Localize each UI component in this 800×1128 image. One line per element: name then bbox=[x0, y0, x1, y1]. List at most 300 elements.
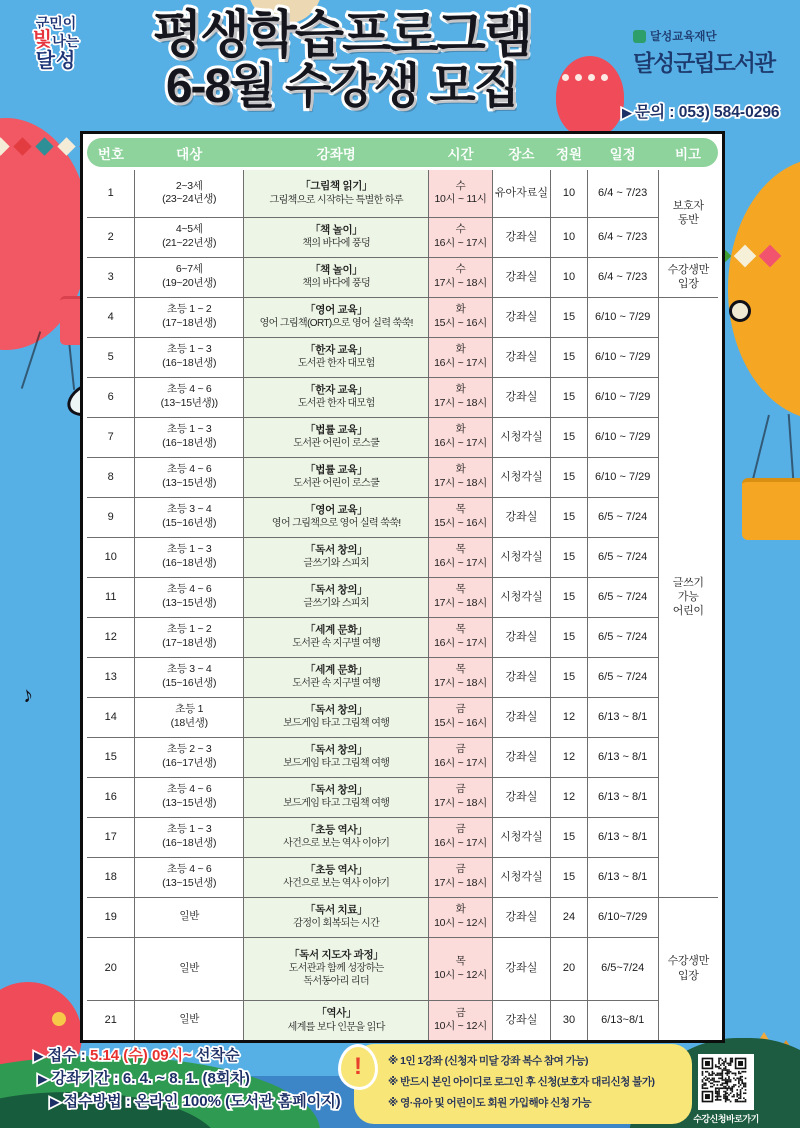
cell-schedule: 6/13 ~ 8/1 bbox=[587, 697, 658, 737]
cell-text: (15~16년생) bbox=[162, 517, 217, 529]
cell-text: 입장 bbox=[677, 278, 699, 290]
cell-schedule: 6/13~8/1 bbox=[587, 1000, 658, 1040]
cell-course bbox=[243, 537, 429, 577]
cell-text: 목 bbox=[455, 663, 466, 676]
cell-text: 보드게임 타고 그림책 여행 bbox=[283, 798, 390, 810]
cell-capacity: 15 bbox=[551, 817, 588, 857]
cell-schedule: 6/10 ~ 7/29 bbox=[587, 457, 658, 497]
cell-time bbox=[429, 257, 492, 297]
cell-time bbox=[429, 1000, 492, 1040]
table-row bbox=[87, 337, 718, 377]
cell-schedule: 6/4 ~ 7/23 bbox=[587, 217, 658, 257]
arrow-icon: ▶ bbox=[38, 1072, 48, 1086]
cell-capacity: 20 bbox=[551, 937, 588, 1000]
library-logo-top bbox=[633, 28, 793, 44]
table-row bbox=[87, 377, 718, 417]
cell-text: 초등 4 ~ 6 bbox=[166, 863, 212, 876]
column-header: 대상 bbox=[176, 146, 203, 162]
library-logo-icon bbox=[633, 30, 646, 43]
cell-capacity: 15 bbox=[551, 417, 588, 457]
cell-place: 시청각실 bbox=[492, 577, 551, 617]
registration-line bbox=[34, 1048, 341, 1063]
cell-text: 도서관 속 지구별 여행 bbox=[292, 638, 381, 650]
cell-text: 15시 ~ 16시 bbox=[434, 517, 487, 529]
cell-text: 초등 1 ~ 3 bbox=[166, 343, 212, 356]
cell-course bbox=[243, 857, 429, 897]
table-row bbox=[87, 577, 718, 617]
cell-text: (16~17년생) bbox=[162, 757, 217, 769]
column-header: 강좌명 bbox=[316, 146, 356, 162]
table-row bbox=[87, 217, 718, 257]
cell-text: 초등 4 ~ 6 bbox=[166, 583, 212, 596]
cell-text: 입장 bbox=[677, 969, 699, 982]
cell-target bbox=[135, 857, 244, 897]
cell-text: 17시 ~ 18시 bbox=[434, 477, 487, 489]
cell-target bbox=[135, 817, 244, 857]
cell-text: 초등 1 ~ 2 bbox=[166, 303, 212, 316]
cell-target bbox=[135, 697, 244, 737]
cell-number: 10 bbox=[87, 537, 135, 577]
contact-line bbox=[622, 100, 780, 122]
cell-text: 초등 3 ~ 4 bbox=[166, 503, 212, 516]
table-row bbox=[87, 297, 718, 337]
cell-target bbox=[135, 377, 244, 417]
cell-text: 초등 1 ~ 3 bbox=[166, 423, 212, 436]
registration-rest: 선착순 bbox=[191, 1047, 240, 1064]
cell-number: 16 bbox=[87, 777, 135, 817]
table-row bbox=[87, 857, 718, 897]
cell-note bbox=[658, 297, 718, 897]
cell-schedule: 6/4 ~ 7/23 bbox=[587, 257, 658, 297]
cell-text: 17시 ~ 18시 bbox=[434, 877, 487, 889]
warning-icon: ! bbox=[338, 1044, 378, 1090]
cell-number: 19 bbox=[87, 897, 135, 937]
cell-text: 16시 ~ 17시 bbox=[434, 437, 487, 449]
library-foundation-name: 달성교육재단 bbox=[650, 31, 717, 43]
library-name: 달성군립도서관 bbox=[633, 51, 775, 76]
cell-text: 「영어 교육」 bbox=[305, 503, 368, 516]
cell-target bbox=[135, 617, 244, 657]
cell-place: 시청각실 bbox=[492, 857, 551, 897]
cell-time bbox=[429, 297, 492, 337]
table-row bbox=[87, 697, 718, 737]
cell-number: 12 bbox=[87, 617, 135, 657]
cell-text: 「그림책 읽기」 bbox=[300, 179, 373, 192]
cell-number: 9 bbox=[87, 497, 135, 537]
cell-capacity: 24 bbox=[551, 897, 588, 937]
arrow-icon: ▶ bbox=[50, 1095, 60, 1109]
cell-number: 20 bbox=[87, 937, 135, 1000]
cell-text: 초등 1 ~ 2 bbox=[166, 623, 212, 636]
cell-text: 「세계 문화」 bbox=[305, 663, 368, 676]
cell-text: 「한자 교육」 bbox=[305, 343, 368, 356]
cell-text: (13~15년생)) bbox=[160, 397, 218, 409]
cell-text: 글쓰기 bbox=[672, 576, 704, 589]
cell-capacity: 15 bbox=[551, 457, 588, 497]
cell-time bbox=[429, 417, 492, 457]
cell-text: 17시 ~ 18시 bbox=[434, 277, 487, 289]
cell-capacity: 10 bbox=[551, 257, 588, 297]
cell-text: 목 bbox=[455, 543, 466, 556]
cell-course bbox=[243, 457, 429, 497]
cell-place: 강좌실 bbox=[492, 937, 551, 1000]
qr-code-icon bbox=[700, 1056, 748, 1104]
cell-course bbox=[243, 417, 429, 457]
county-logo-highlight: 빛 bbox=[32, 29, 53, 52]
cell-time bbox=[429, 697, 492, 737]
cell-text: 「책 놀이」 bbox=[309, 263, 363, 276]
cell-text: 책의 바다에 풍덩 bbox=[302, 278, 371, 290]
cell-target bbox=[135, 257, 244, 297]
cell-place: 강좌실 bbox=[492, 897, 551, 937]
cell-time bbox=[429, 170, 492, 217]
cell-course bbox=[243, 617, 429, 657]
cell-text: 감정이 회복되는 시간 bbox=[293, 918, 380, 930]
cell-text: 17시 ~ 18시 bbox=[434, 397, 487, 409]
cell-text: 「책 놀이」 bbox=[309, 223, 363, 236]
poster-title-line2: 6-8월 수강생 모집 bbox=[165, 60, 519, 114]
cell-text: 금 bbox=[455, 703, 466, 716]
county-logo bbox=[16, 16, 96, 71]
library-logo bbox=[633, 28, 793, 78]
qr-caption: 수강신청바로가기 bbox=[693, 1114, 759, 1124]
cell-text: 16시 ~ 17시 bbox=[434, 637, 487, 649]
column-header: 시간 bbox=[447, 146, 474, 162]
notice-bubble bbox=[354, 1044, 692, 1124]
cell-number: 13 bbox=[87, 657, 135, 697]
cell-target bbox=[135, 737, 244, 777]
program-table-panel bbox=[80, 131, 725, 1043]
cell-capacity: 12 bbox=[551, 777, 588, 817]
cell-text: 가능 bbox=[677, 590, 699, 603]
cell-time bbox=[429, 377, 492, 417]
cell-text: 사건으로 보는 역사 이야기 bbox=[283, 838, 390, 850]
cell-course bbox=[243, 577, 429, 617]
cell-place: 강좌실 bbox=[492, 737, 551, 777]
cell-text: 초등 4 ~ 6 bbox=[166, 463, 212, 476]
cell-text: 16시 ~ 17시 bbox=[434, 357, 487, 369]
cell-target bbox=[135, 170, 244, 217]
cell-text: 글쓰기와 스피치 bbox=[303, 558, 370, 570]
cell-time bbox=[429, 577, 492, 617]
cell-text: 영어 그림책(ORT)으로 영어 실력 쑥쑥! bbox=[259, 318, 413, 330]
cell-text: (21~22년생) bbox=[162, 237, 217, 249]
cell-time bbox=[429, 937, 492, 1000]
cell-text: 수 bbox=[455, 223, 466, 236]
table-row bbox=[87, 257, 718, 297]
cell-text: 영어 그림책으로 영어 실력 쑥쑥! bbox=[271, 518, 401, 530]
cell-text: 보드게임 타고 그림책 여행 bbox=[283, 758, 390, 770]
cell-place: 시청각실 bbox=[492, 417, 551, 457]
notice-line: ※ 1인 1강좌 (신청자 미달 강좌 복수 참여 가능) bbox=[388, 1055, 589, 1067]
cell-text: 15시 ~ 16시 bbox=[434, 317, 487, 329]
cell-text: 목 bbox=[455, 623, 466, 636]
cell-text: 화 bbox=[455, 303, 466, 316]
method-line bbox=[50, 1094, 341, 1109]
cell-text: 초등 4 ~ 6 bbox=[166, 783, 212, 796]
cell-text: 도서관 속 지구별 여행 bbox=[292, 678, 381, 690]
cell-text: 금 bbox=[455, 783, 466, 796]
cell-course bbox=[243, 377, 429, 417]
county-logo-line2 bbox=[16, 30, 96, 50]
balloon-string-icon bbox=[788, 414, 794, 480]
cell-text: 금 bbox=[455, 863, 466, 876]
cell-text: 그림책으로 시작하는 특별한 하루 bbox=[269, 194, 403, 206]
period-line bbox=[38, 1071, 341, 1086]
cell-time bbox=[429, 657, 492, 697]
cell-text: 화 bbox=[455, 903, 466, 916]
cell-text: 목 bbox=[455, 583, 466, 596]
cell-course bbox=[243, 937, 429, 1000]
cell-target bbox=[135, 577, 244, 617]
cell-text: 어린이 bbox=[672, 605, 704, 618]
cell-place: 시청각실 bbox=[492, 457, 551, 497]
cell-text: 초등 1 bbox=[175, 703, 204, 716]
cell-place: 강좌실 bbox=[492, 777, 551, 817]
registration-label: 접수 : bbox=[47, 1047, 90, 1064]
cell-schedule: 6/13 ~ 8/1 bbox=[587, 737, 658, 777]
cell-text: 화 bbox=[455, 383, 466, 396]
cell-text: 「독서 지도자 과정」 bbox=[288, 948, 384, 961]
cell-text: 「한자 교육」 bbox=[305, 383, 368, 396]
cell-course bbox=[243, 217, 429, 257]
cell-schedule: 6/10~7/29 bbox=[587, 897, 658, 937]
cell-capacity: 10 bbox=[551, 170, 588, 217]
cell-text: 금 bbox=[455, 823, 466, 836]
program-table-header bbox=[87, 138, 718, 167]
table-row bbox=[87, 1000, 718, 1040]
county-logo-line3: 달성 bbox=[35, 49, 77, 72]
cell-time bbox=[429, 337, 492, 377]
cell-time bbox=[429, 537, 492, 577]
cell-place: 강좌실 bbox=[492, 657, 551, 697]
cell-text: 「초등 역사」 bbox=[305, 863, 368, 876]
cell-text: (16~18년생) bbox=[162, 837, 217, 849]
cell-time bbox=[429, 817, 492, 857]
cell-place: 강좌실 bbox=[492, 497, 551, 537]
cell-text: (13~15년생) bbox=[162, 797, 217, 809]
cell-number: 14 bbox=[87, 697, 135, 737]
cell-text: 화 bbox=[455, 423, 466, 436]
column-header: 비고 bbox=[674, 146, 702, 162]
cell-text: 도서관과 함께 성장하는 bbox=[288, 963, 384, 975]
cell-target bbox=[135, 417, 244, 457]
cell-text: 화 bbox=[455, 343, 466, 356]
cell-text: 16시 ~ 17시 bbox=[434, 837, 487, 849]
table-row bbox=[87, 417, 718, 457]
cell-text: 초등 3 ~ 4 bbox=[166, 663, 212, 676]
cell-place: 강좌실 bbox=[492, 1000, 551, 1040]
cell-text: 16시 ~ 17시 bbox=[434, 557, 487, 569]
cell-schedule: 6/5~7/24 bbox=[587, 937, 658, 1000]
cell-text: 금 bbox=[455, 1006, 466, 1019]
cell-text: (17~18년생) bbox=[162, 317, 217, 329]
cell-target bbox=[135, 657, 244, 697]
cell-text: 수 bbox=[455, 179, 466, 192]
cell-schedule: 6/13 ~ 8/1 bbox=[587, 777, 658, 817]
cell-capacity: 12 bbox=[551, 737, 588, 777]
cell-course bbox=[243, 1000, 429, 1040]
cell-text: 금 bbox=[455, 743, 466, 756]
cell-text: 화 bbox=[455, 463, 466, 476]
cell-text: 책의 바다에 풍덩 bbox=[302, 238, 371, 250]
cell-target bbox=[135, 297, 244, 337]
cell-number: 1 bbox=[87, 170, 135, 217]
cream-dot-icon bbox=[729, 300, 751, 322]
cell-course bbox=[243, 257, 429, 297]
cell-number: 18 bbox=[87, 857, 135, 897]
cell-capacity: 15 bbox=[551, 617, 588, 657]
cell-place: 강좌실 bbox=[492, 257, 551, 297]
cell-course bbox=[243, 897, 429, 937]
cell-text: (16~18년생) bbox=[162, 557, 217, 569]
cell-text: 「독서 창의」 bbox=[305, 783, 368, 796]
cell-text: 목 bbox=[455, 503, 466, 516]
cell-text: 16시 ~ 17시 bbox=[434, 237, 487, 249]
column-header: 번호 bbox=[97, 146, 125, 162]
cell-text: 세계를 보다 인문을 읽다 bbox=[287, 1021, 385, 1033]
cell-text: 수강생만 bbox=[667, 955, 709, 968]
cell-text: 10시 ~ 12시 bbox=[434, 917, 487, 929]
cell-capacity: 15 bbox=[551, 337, 588, 377]
cell-target bbox=[135, 497, 244, 537]
cell-capacity: 15 bbox=[551, 377, 588, 417]
music-note-icon: ♪ bbox=[19, 681, 36, 708]
cell-schedule: 6/4 ~ 7/23 bbox=[587, 170, 658, 217]
cell-text: 「독서 치료」 bbox=[305, 903, 368, 916]
cell-target bbox=[135, 337, 244, 377]
cell-text: 보호자 bbox=[672, 199, 704, 212]
cell-text: 2~3세 bbox=[175, 179, 203, 192]
cell-place: 시청각실 bbox=[492, 817, 551, 857]
cell-text: 「독서 창의」 bbox=[305, 703, 368, 716]
program-table bbox=[87, 170, 718, 1040]
cell-text: 「독서 창의」 bbox=[305, 583, 368, 596]
cell-schedule: 6/13 ~ 8/1 bbox=[587, 857, 658, 897]
program-table-body bbox=[87, 170, 718, 1040]
cell-capacity: 15 bbox=[551, 857, 588, 897]
cell-schedule: 6/5 ~ 7/24 bbox=[587, 497, 658, 537]
cell-text: (23~24년생) bbox=[162, 193, 217, 206]
cell-target bbox=[135, 777, 244, 817]
cell-schedule: 6/5 ~ 7/24 bbox=[587, 617, 658, 657]
cell-course bbox=[243, 697, 429, 737]
cell-text: 초등 1 ~ 3 bbox=[166, 823, 212, 836]
cell-schedule: 6/13 ~ 8/1 bbox=[587, 817, 658, 857]
column-header: 일정 bbox=[609, 146, 636, 162]
county-logo-line2-rest: 나는 bbox=[52, 33, 80, 50]
cell-text: 17시 ~ 18시 bbox=[434, 597, 487, 609]
cell-text: 「독서 창의」 bbox=[305, 743, 368, 756]
cell-note bbox=[658, 897, 718, 1040]
cell-text: 초등 1 ~ 3 bbox=[166, 543, 212, 556]
cell-text: 10시 ~ 12시 bbox=[434, 968, 487, 981]
arrow-icon: ▶ bbox=[622, 105, 632, 120]
cell-number: 17 bbox=[87, 817, 135, 857]
cell-text: 「독서 창의」 bbox=[305, 543, 368, 556]
cell-schedule: 6/5 ~ 7/24 bbox=[587, 577, 658, 617]
cell-place: 시청각실 bbox=[492, 537, 551, 577]
registration-date: 5.14 (수) 09시~ bbox=[89, 1047, 192, 1064]
cell-place: 강좌실 bbox=[492, 697, 551, 737]
cell-schedule: 6/5 ~ 7/24 bbox=[587, 537, 658, 577]
column-header: 장소 bbox=[508, 146, 535, 162]
cell-place: 유아자료실 bbox=[492, 170, 551, 217]
cell-number: 11 bbox=[87, 577, 135, 617]
cell-capacity: 15 bbox=[551, 537, 588, 577]
county-logo-line1: 군민이 bbox=[35, 15, 77, 31]
cell-time bbox=[429, 497, 492, 537]
cell-text: 독서동아리 리더 bbox=[303, 976, 370, 988]
table-row bbox=[87, 737, 718, 777]
table-row bbox=[87, 170, 718, 217]
table-row bbox=[87, 497, 718, 537]
cell-number: 5 bbox=[87, 337, 135, 377]
table-row bbox=[87, 777, 718, 817]
cell-time bbox=[429, 617, 492, 657]
cell-place: 강좌실 bbox=[492, 337, 551, 377]
column-header: 정원 bbox=[556, 146, 583, 162]
cell-text: 도서관 한자 대모험 bbox=[297, 398, 375, 410]
cell-capacity: 15 bbox=[551, 297, 588, 337]
cell-text: 목 bbox=[455, 954, 466, 967]
contact-text: 문의 : 053) 584-0296 bbox=[635, 104, 780, 121]
cell-text: 15시 ~ 16시 bbox=[434, 717, 487, 729]
cell-text: 「세계 문화」 bbox=[305, 623, 368, 636]
cell-capacity: 10 bbox=[551, 217, 588, 257]
registration-info bbox=[34, 1048, 341, 1117]
cell-course bbox=[243, 777, 429, 817]
table-row bbox=[87, 657, 718, 697]
cell-text: (19~20년생) bbox=[162, 277, 217, 289]
cell-note bbox=[658, 170, 718, 257]
cell-number: 2 bbox=[87, 217, 135, 257]
balloon-string-icon bbox=[752, 415, 769, 479]
cell-time bbox=[429, 857, 492, 897]
cell-capacity: 30 bbox=[551, 1000, 588, 1040]
cell-number: 6 bbox=[87, 377, 135, 417]
poster-title-line1: 평생학습프로그램 bbox=[152, 6, 532, 63]
poster-title bbox=[92, 8, 592, 113]
cell-text: 6~7세 bbox=[175, 263, 203, 276]
cell-text: 동반 bbox=[677, 214, 699, 227]
cell-number: 8 bbox=[87, 457, 135, 497]
cell-place: 강좌실 bbox=[492, 617, 551, 657]
cell-text: 수 bbox=[455, 263, 466, 276]
yellow-dot-icon bbox=[52, 1012, 66, 1026]
cell-text: 17시 ~ 18시 bbox=[434, 677, 487, 689]
arrow-icon: ▶ bbox=[34, 1049, 44, 1063]
cell-course bbox=[243, 337, 429, 377]
cell-text: 일반 bbox=[179, 910, 200, 923]
cell-target bbox=[135, 937, 244, 1000]
cell-text: 보드게임 타고 그림책 여행 bbox=[283, 718, 390, 730]
cell-text: 일반 bbox=[179, 1013, 200, 1026]
cell-note bbox=[658, 257, 718, 297]
cell-place: 강좌실 bbox=[492, 297, 551, 337]
cell-schedule: 6/5 ~ 7/24 bbox=[587, 657, 658, 697]
cell-text: 도서관 어린이 로스쿨 bbox=[293, 478, 380, 490]
table-row bbox=[87, 457, 718, 497]
cell-capacity: 15 bbox=[551, 577, 588, 617]
period-text: 강좌기간 : 6. 4. ~ 8. 1. (8회차) bbox=[51, 1070, 250, 1087]
cell-text: 「역사」 bbox=[316, 1006, 357, 1019]
cell-place: 강좌실 bbox=[492, 217, 551, 257]
cell-text: (13~15년생) bbox=[162, 877, 217, 889]
cell-text: (16~18년생) bbox=[162, 437, 217, 449]
cell-text: 수강생만 bbox=[667, 263, 709, 276]
cell-text: 초등 4 ~ 6 bbox=[166, 383, 212, 396]
